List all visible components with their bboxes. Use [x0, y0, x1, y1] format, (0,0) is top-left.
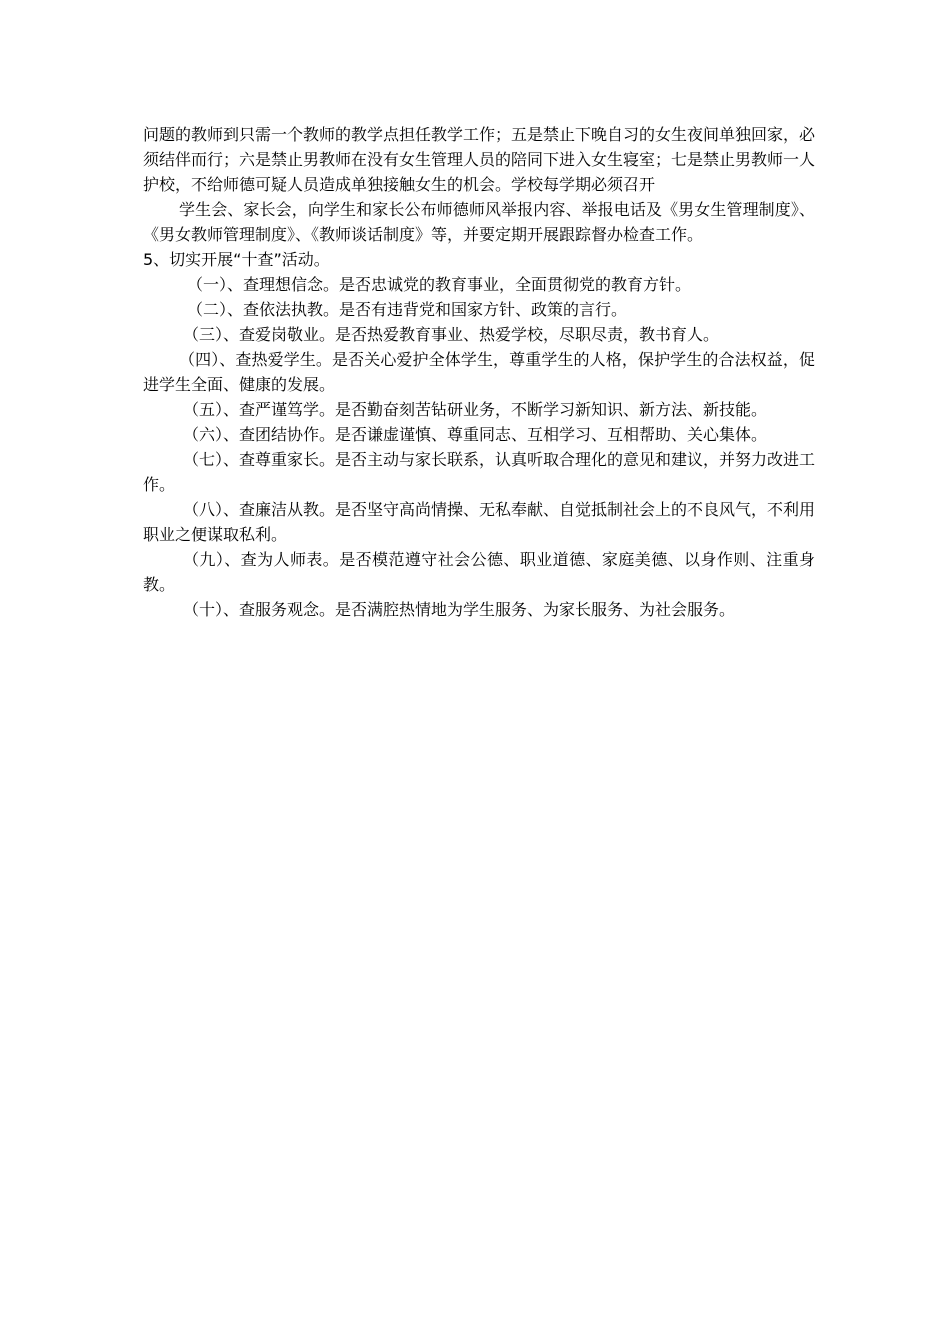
check-item-6: （六）、查团结协作。是否谦虚谨慎、尊重同志、互相学习、互相帮助、关心集体。: [183, 425, 768, 444]
document-body: [143, 122, 815, 622]
section-heading: 5、切实开展“十查”活动。: [143, 250, 330, 269]
check-item-3: （三）、查爱岗敬业。是否热爱教育事业、热爱学校，尽职尽责，教书育人。: [183, 325, 720, 344]
check-item-10: （十）、查服务观念。是否满腔热情地为学生服务、为家长服务、为社会服务。: [183, 600, 736, 619]
check-item-9: （九）、查为人师表。是否模范遵守社会公德、职业道德、家庭美德、以身作则、注重身教。: [143, 550, 815, 594]
paragraph-continuation: 问题的教师到只需一个教师的教学点担任教学工作；五是禁止下晚自习的女生夜间单独回家，必须结伴而行；六是禁止男教师在没有女生管理人员的陪同下进入女生寝室；七是禁止男教师一人护校，不给师德可疑人员造成单独接触女生的机会。学校每学期必须召开: [143, 125, 816, 194]
check-item-2: （二）、查依法执教。是否有违背党和国家方针、政策的言行。: [187, 300, 628, 319]
check-item-8: （八）、查廉洁从教。是否坚守高尚情操、无私奉献、自觉抵制社会上的不良风气，不利用职业之便谋取私利。: [143, 500, 816, 544]
check-item-1: （一）、查理想信念。是否忠诚党的教育事业，全面贯彻党的教育方针。: [187, 275, 692, 294]
check-item-5: （五）、查严谨笃学。是否勤奋刻苦钻研业务，不断学习新知识、新方法、新技能。: [183, 400, 768, 419]
check-item-4: （四）、查热爱学生。是否关心爱护全体学生，尊重学生的人格，保护学生的合法权益，促进学生全面、健康的发展。: [143, 350, 815, 394]
paragraph-meeting: 学生会、家长会，向学生和家长公布师德师风举报内容、举报电话及《男女生管理制度》、《男女教师管理制度》、《教师谈话制度》等，并要定期开展跟踪督办检查工作。: [143, 200, 815, 244]
check-item-7: （七）、查尊重家长。是否主动与家长联系，认真听取合理化的意见和建议，并努力改进工作。: [143, 450, 816, 494]
